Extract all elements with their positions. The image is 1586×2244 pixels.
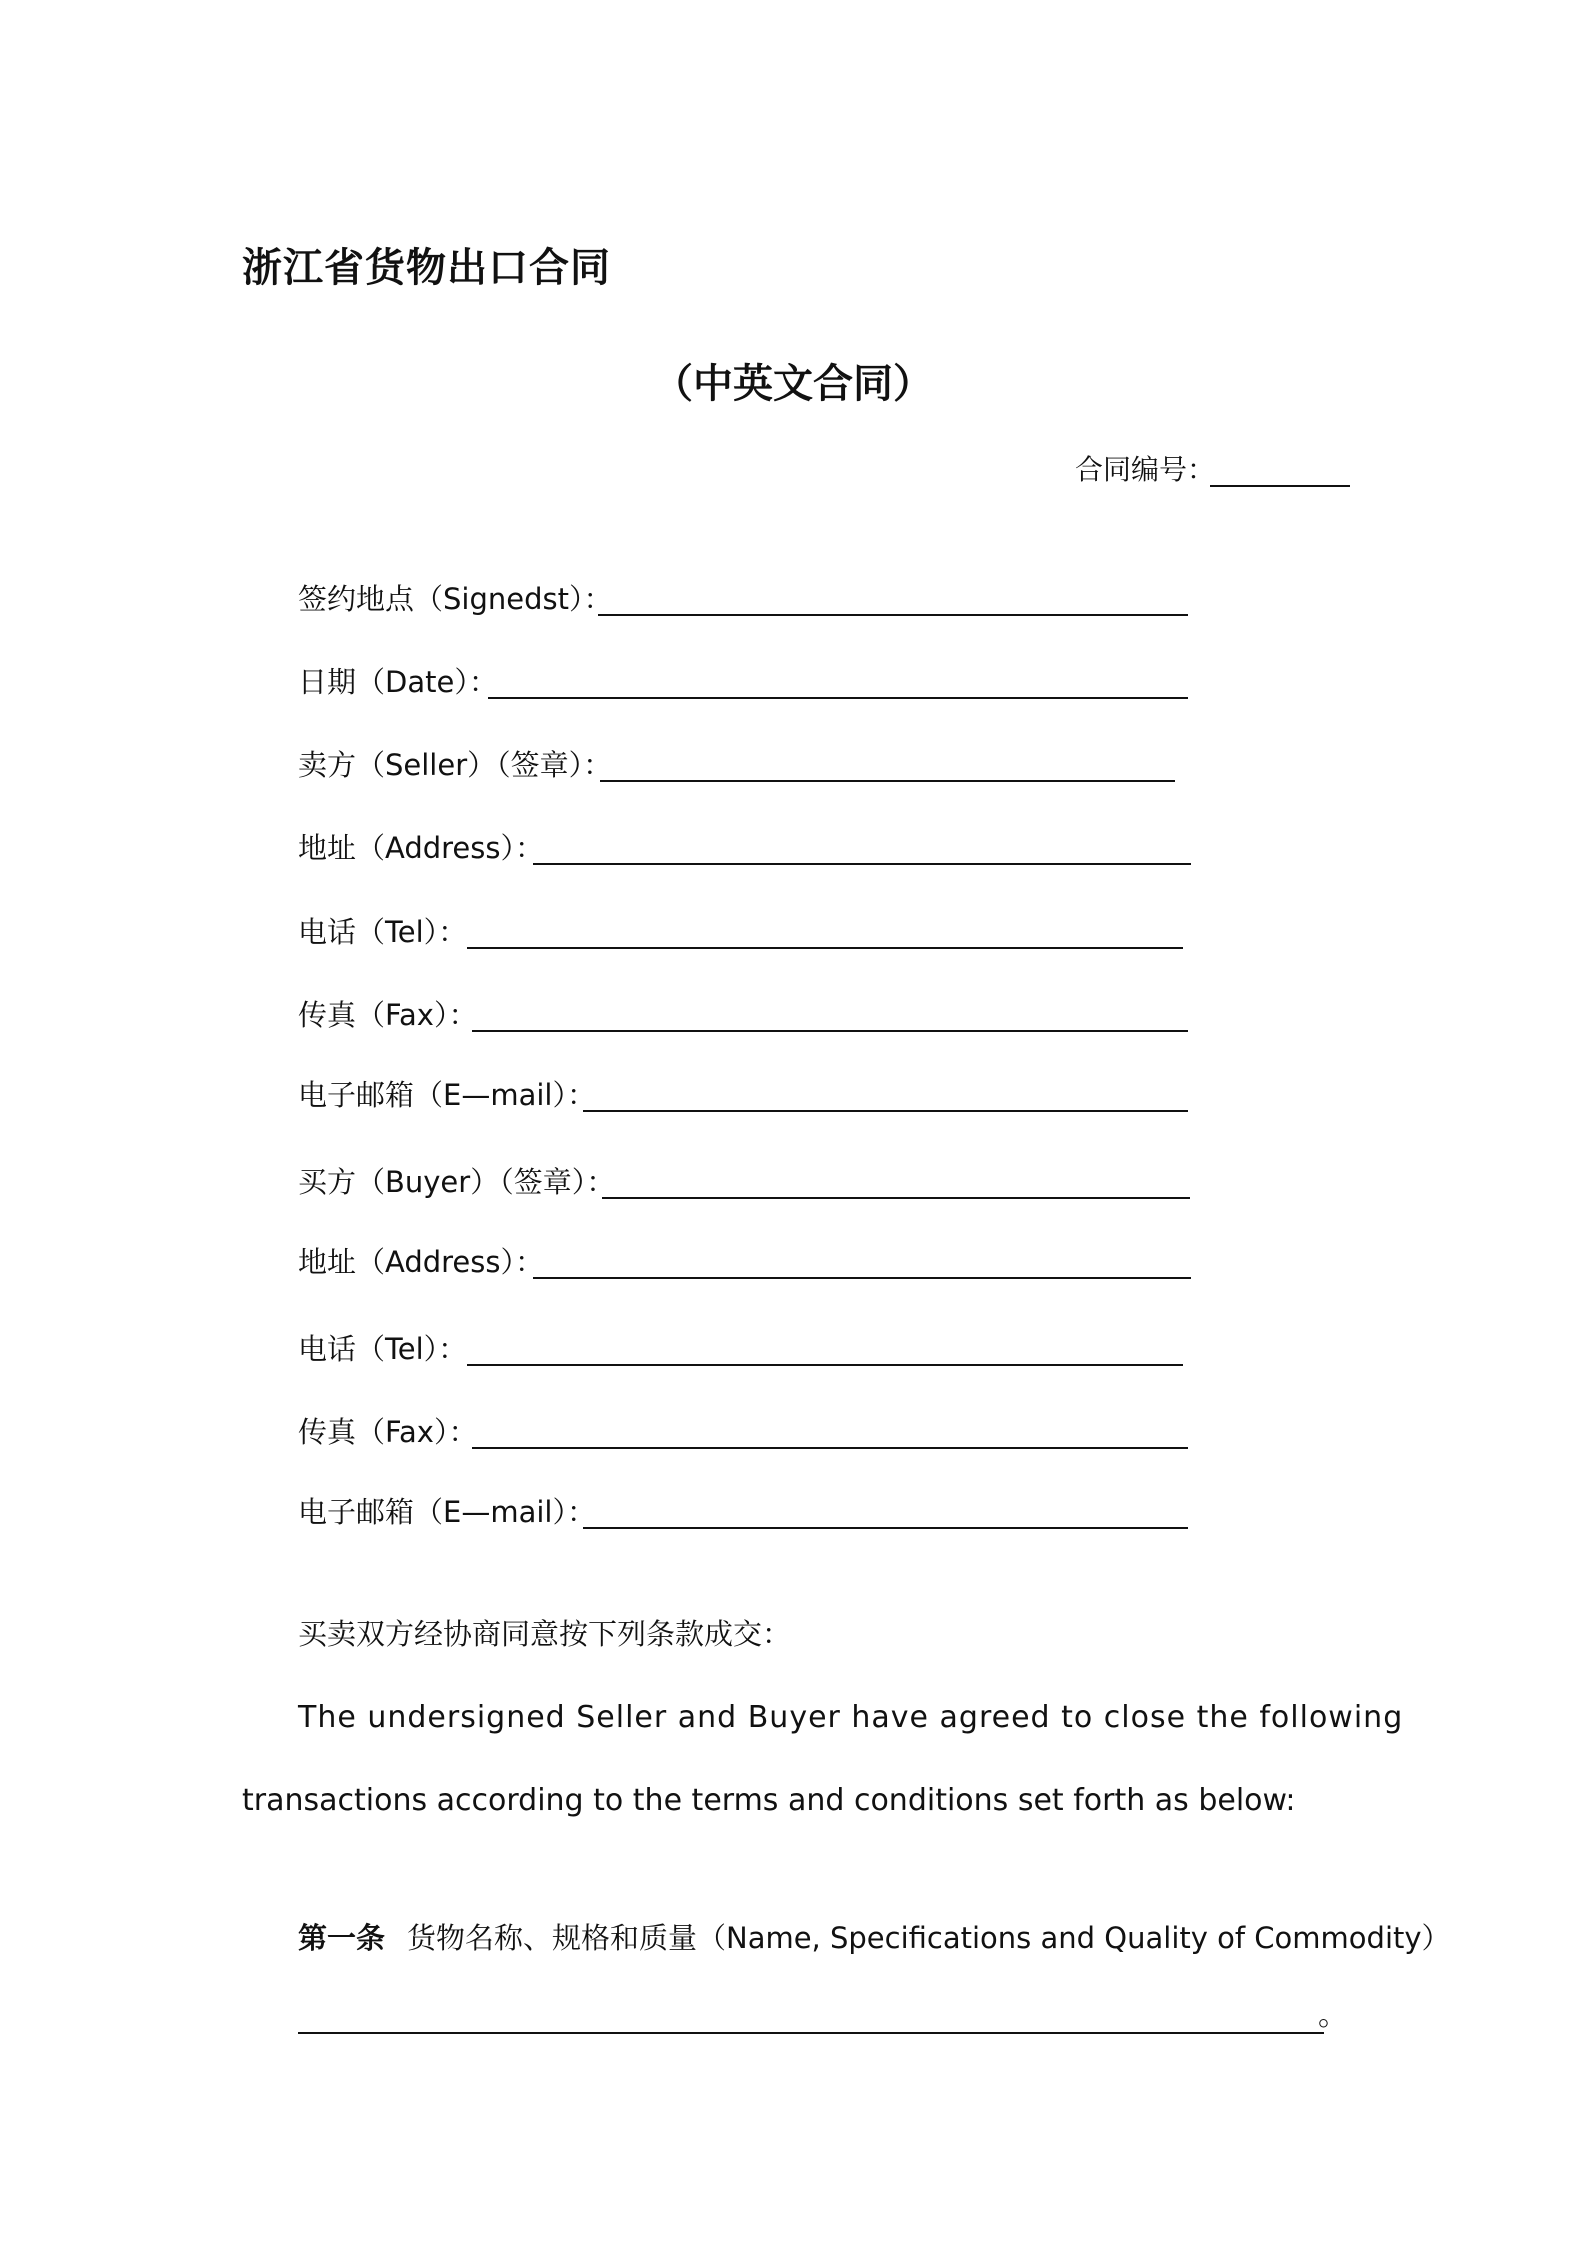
article-1-blank[interactable] <box>298 2032 1324 2034</box>
field-blank-seller-address[interactable] <box>533 863 1191 865</box>
field-label-seller-fax: 传真（Fax）： <box>298 998 478 1032</box>
field-label-buyer-address: 地址（Address）： <box>298 1245 544 1279</box>
field-blank-buyer-email[interactable] <box>583 1527 1188 1529</box>
agreement-intro-en-line1: The undersigned Seller and Buyer have agreed to close the following <box>298 1700 1404 1735</box>
document-title: 浙江省货物出口合同 <box>242 245 611 291</box>
field-label-date: 日期（Date）： <box>298 665 498 699</box>
agreement-intro-en-line2: transactions according to the terms and conditions set forth as below: <box>242 1783 1296 1818</box>
field-label-buyer-email: 电子邮箱（E—mail）： <box>298 1495 596 1529</box>
contract-number-label: 合同编号： <box>1075 453 1216 486</box>
document-subtitle: （中英文合同） <box>653 361 933 407</box>
field-blank-seller[interactable] <box>600 780 1175 782</box>
field-blank-buyer-address[interactable] <box>533 1277 1191 1279</box>
article-1-end-mark: 。 <box>1318 1998 1348 2033</box>
contract-number-blank[interactable] <box>1210 485 1350 487</box>
field-label-signed-place: 签约地点（Signedst）： <box>298 582 613 616</box>
field-blank-date[interactable] <box>488 697 1188 699</box>
field-label-seller-address: 地址（Address）： <box>298 831 544 865</box>
article-1-number: 第一条 <box>298 1921 386 1955</box>
field-label-seller-tel: 电话（Tel）： <box>298 915 468 949</box>
agreement-intro-cn: 买卖双方经协商同意按下列条款成交： <box>298 1617 792 1651</box>
field-blank-seller-tel[interactable] <box>467 947 1183 949</box>
field-blank-buyer[interactable] <box>602 1197 1190 1199</box>
field-label-seller-email: 电子邮箱（E—mail）： <box>298 1078 596 1112</box>
field-label-buyer-fax: 传真（Fax）： <box>298 1415 478 1449</box>
field-blank-seller-email[interactable] <box>583 1110 1188 1112</box>
field-blank-seller-fax[interactable] <box>472 1030 1188 1032</box>
article-1-title: 货物名称、规格和质量（Name, Specifications and Quality of Commodity） <box>407 1921 1451 1955</box>
field-blank-signed-place[interactable] <box>598 614 1188 616</box>
field-blank-buyer-tel[interactable] <box>467 1364 1183 1366</box>
field-blank-buyer-fax[interactable] <box>472 1447 1188 1449</box>
field-label-buyer: 买方（Buyer）（签章）： <box>298 1165 616 1199</box>
field-label-seller: 卖方（Seller）（签章）： <box>298 748 613 782</box>
field-label-buyer-tel: 电话（Tel）： <box>298 1332 468 1366</box>
